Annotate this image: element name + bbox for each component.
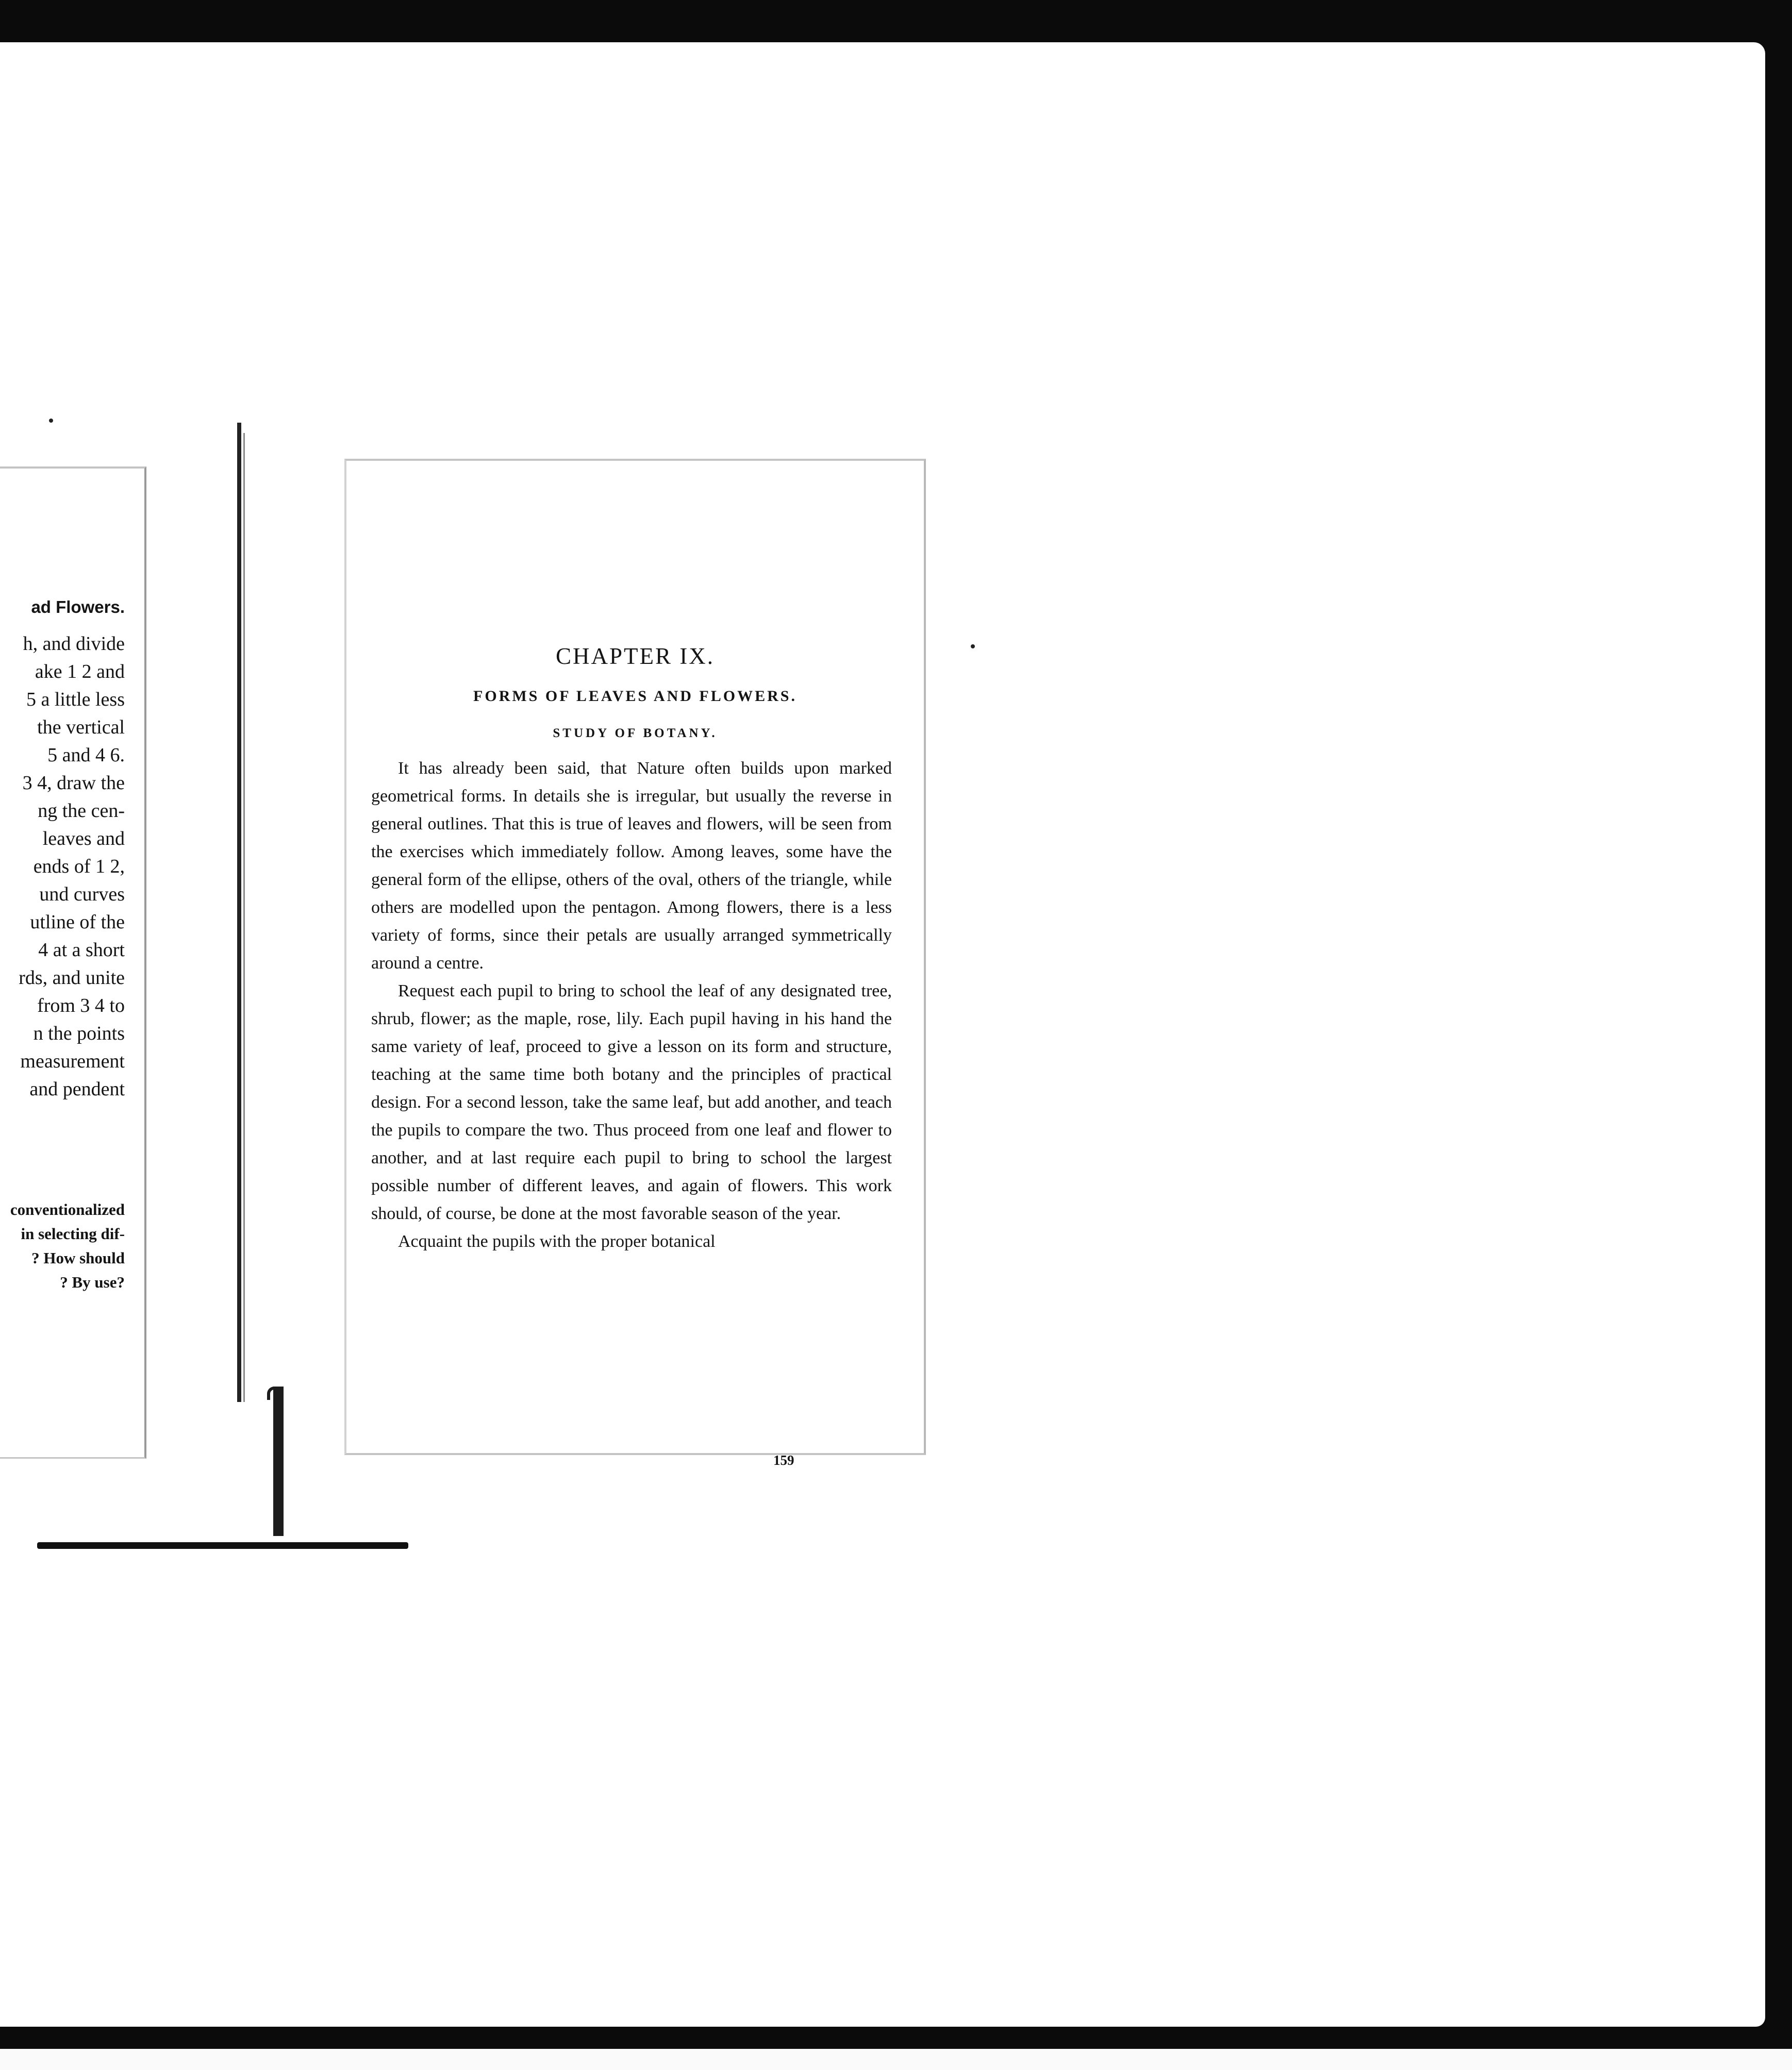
previous-page-question-line: conventionalized	[10, 1200, 125, 1218]
chapter-subheading: STUDY OF BOTANY.	[553, 726, 718, 740]
previous-page-line: the vertical	[37, 716, 125, 738]
previous-page-line: h, and divide	[23, 633, 125, 655]
previous-page-line: ake 1 2 and	[35, 661, 125, 682]
previous-page-line: 4 at a short	[38, 939, 125, 961]
previous-page-line: from 3 4 to	[37, 995, 125, 1016]
chapter-title: FORMS OF LEAVES AND FLOWERS.	[473, 688, 797, 705]
previous-page-line: measurement	[20, 1050, 125, 1072]
book-gutter-shadow	[237, 423, 241, 1402]
previous-page-line: utline of the	[30, 911, 125, 933]
dust-speck	[49, 419, 53, 423]
paragraph: Request each pupil to bring to school the leaf of any designated tree, shrub, flower; as the maple, rose, lily. Each pupil having in his hand the same variety of leaf, proceed to give a lesson on its form and structure, teaching at the same time both botany and the principles of practical design. For a second lesson, take the same leaf, but add another, and teach the pupils to compare the two. Thus proceed from one leaf and flower to another, and at last require each pupil to bring to school the largest possible number of different leaves, and again of flowers. This work should, of course, be done at the most favorable season of the year.	[371, 981, 892, 1223]
previous-page-fragment	[0, 466, 146, 1459]
scanner-bar	[37, 1542, 408, 1549]
previous-page-line: ends of 1 2,	[33, 856, 125, 877]
book-page	[344, 459, 926, 1455]
page-body	[371, 755, 892, 1256]
previous-page-question-line: in selecting dif-	[21, 1225, 125, 1243]
previous-page-question-line: ? How should	[31, 1249, 125, 1267]
previous-page-running-head: ad Flowers.	[31, 597, 125, 616]
previous-page-line: and pendent	[29, 1078, 125, 1100]
previous-page-line: 5 a little less	[26, 689, 125, 710]
paragraph: Acquaint the pupils with the proper botanical	[398, 1232, 716, 1251]
previous-page-line: 3 4, draw the	[22, 772, 125, 794]
page-number: 159	[773, 1453, 794, 1468]
paragraph: It has already been said, that Nature often builds upon marked geometrical forms. In details she is irregular, but usually the reverse in general outlines. That this is true of leaves and flowers, will be seen from the exercises which immediately follow. Among leaves, some have the general form of the ellipse, others of the oval, others of the triangle, while others are modelled upon the pentagon. Among flowers, there is a less variety of forms, since their petals are usually arranged symmetrically around a centre.	[371, 759, 892, 973]
previous-page-line: rds, and unite	[19, 967, 125, 989]
previous-page-line: leaves and	[42, 828, 125, 849]
dust-speck	[971, 644, 975, 648]
previous-page-line: ng the cen-	[38, 800, 125, 822]
bottom-edge	[0, 2049, 1792, 2070]
book-gutter-edge	[243, 433, 245, 1402]
previous-page-line: n the points	[33, 1023, 125, 1044]
previous-page-line: und curves	[39, 883, 125, 905]
chapter-number: CHAPTER IX.	[555, 643, 715, 669]
previous-page-question-line: ? By use?	[60, 1273, 125, 1291]
page-clip	[273, 1387, 284, 1536]
previous-page-line: 5 and 4 6.	[47, 744, 125, 766]
